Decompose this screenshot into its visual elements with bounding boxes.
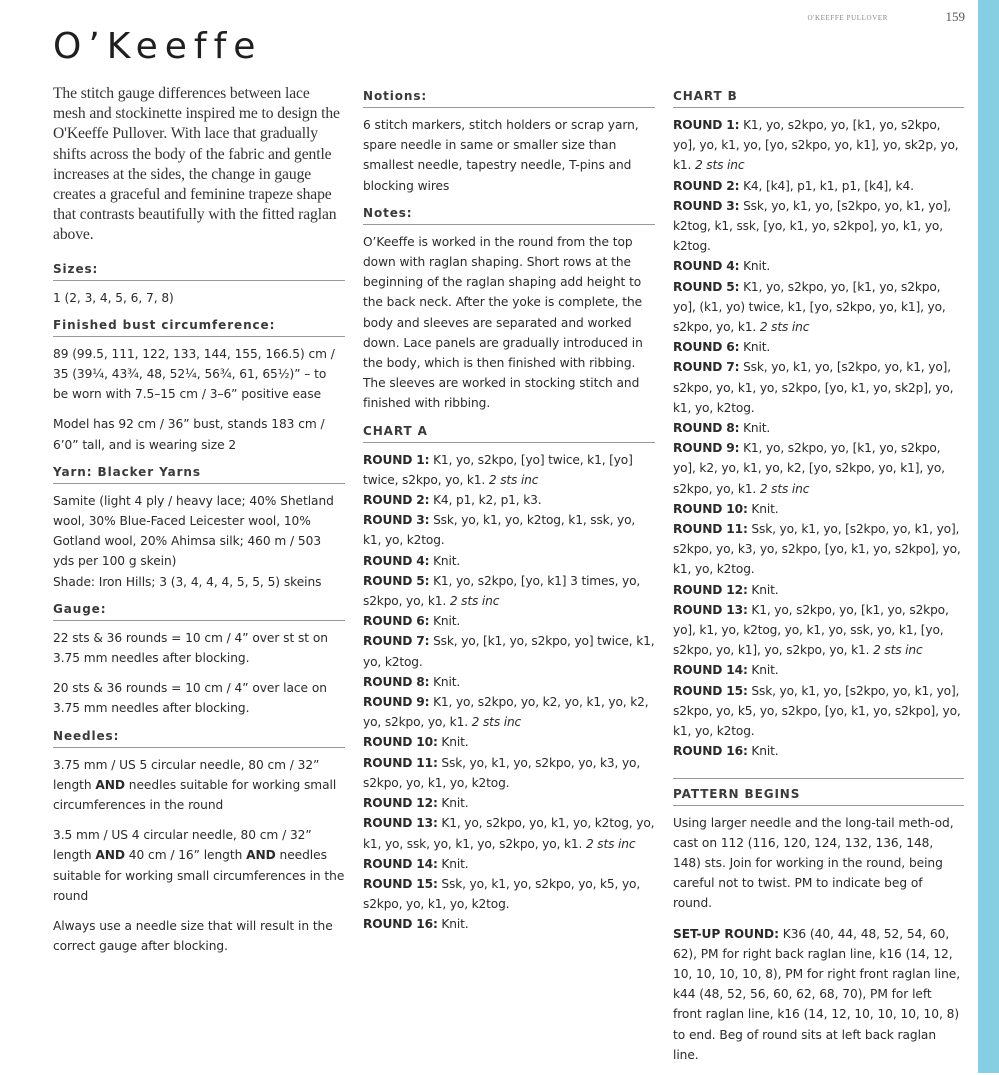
setup-round-text: SET-UP ROUND: K36 (40, 44, 48, 52, 54, 60, 62), PM for right back raglan line, k16 (14, 12, 10, 10, 10, 10, 8), PM for right front raglan line, k44 (48, 52, 56, 60, 62, 68, 70), PM for left front raglan line, k16 (14, 12, 10, 10, 10, 10, 8) to end. Beg of round sits at left back raglan line. <box>673 926 961 1062</box>
pattern-round: ROUND 15: Ssk, yo, k1, yo, s2kpo, yo, k5, yo, s2kpo, yo, k1, yo, k2tog. <box>363 876 641 912</box>
notions-heading: Notions: <box>363 89 655 108</box>
chart-b-rounds <box>673 115 964 762</box>
column-right <box>673 84 964 1075</box>
sizes-heading: Sizes: <box>53 262 345 281</box>
pattern-round: ROUND 9: K1, yo, s2kpo, yo, k2, yo, k1, yo, k2, yo, s2kpo, yo, k1. 2 sts inc <box>363 695 649 730</box>
pattern-round: ROUND 3: Ssk, yo, k1, yo, k2tog, k1, ssk, yo, k1, yo, k2tog. <box>363 513 636 548</box>
notions-text: 6 stitch markers, stitch holders or scrap yarn, spare needle in same or smaller size than smallest needle, tapestry needle, T-pins and blocking wires <box>363 118 639 193</box>
shade-text: Shade: Iron Hills; 3 (3, 4, 4, 4, 5, 5, 5) skeins <box>53 574 322 589</box>
notes-text: O’Keeffe is worked in the round from the top down with raglan shaping. Short rows at the beginning of the raglan shaping add height to the back neck. After the yoke is complete, the body and sleeves are separated and worked down. Lace panels are gradually introduced in the body, which is then finished with ribbing. The sleeves are worked in stocking stitch and finished with ribbing. <box>363 234 643 411</box>
pattern-round: ROUND 9: K1, yo, s2kpo, yo, [k1, yo, s2kpo, yo], k2, yo, k1, yo, k2, [yo, s2kpo, yo, k1], yo, s2kpo, yo, k1. 2 sts inc <box>673 441 945 496</box>
column-middle <box>363 84 655 935</box>
pattern-round: ROUND 8: Knit. <box>673 421 771 436</box>
bust-heading: Finished bust circumference: <box>53 318 345 337</box>
model-text: Model has 92 cm / 36” bust, stands 183 cm / 6’0” tall, and is wearing size 2 <box>53 417 325 452</box>
running-head: O'KEEFFE PULLOVER <box>807 14 888 22</box>
pattern-round: ROUND 16: Knit. <box>673 744 779 759</box>
chart-a-rounds <box>363 450 655 935</box>
sizes-text: 1 (2, 3, 4, 5, 6, 7, 8) <box>53 290 174 305</box>
column-left <box>53 84 345 967</box>
pattern-round: ROUND 2: K4, p1, k2, p1, k3. <box>363 493 542 508</box>
chart-b-heading: CHART B <box>673 89 964 108</box>
page-title: O’Keeffe <box>53 26 263 67</box>
pattern-round: ROUND 4: Knit. <box>363 553 461 568</box>
pattern-round: ROUND 8: Knit. <box>363 674 461 689</box>
gauge-stst-text: 22 sts & 36 rounds = 10 cm / 4” over st st on 3.75 mm needles after blocking. <box>53 630 328 666</box>
pattern-round: ROUND 13: K1, yo, s2kpo, yo, [k1, yo, s2kpo, yo], k1, yo, k2tog, yo, k1, yo, ssk, yo, k1, [yo, s2kpo, yo, k1], yo, s2kpo, yo, k1. 2 sts inc <box>673 602 949 658</box>
pattern-round: ROUND 10: Knit. <box>673 501 779 516</box>
pattern-round: ROUND 14: Knit. <box>363 856 469 871</box>
pattern-round: ROUND 2: K4, [k4], p1, k1, p1, [k4], k4. <box>673 178 914 193</box>
intro-paragraph: The stitch gauge differences between lace mesh and stockinette inspired me to design the O'Keeffe Pullover. With lace that gradually shifts across the body of the fabric and gentle increases at the sides, the change in gauge creates a graceful and feminine trapeze shape that contrasts beautifully with the fitted raglan above. <box>53 85 340 244</box>
pattern-round: ROUND 5: K1, yo, s2kpo, yo, [k1, yo, s2kpo, yo], (k1, yo) twice, k1, [yo, s2kpo, yo, k1], yo, s2kpo, yo, k1. 2 sts inc <box>673 279 946 335</box>
pattern-round: ROUND 1: K1, yo, s2kpo, yo, [k1, yo, s2kpo, yo], yo, k1, yo, [yo, s2kpo, yo, k1], yo, sk2p, yo, k1. 2 sts inc <box>673 118 959 173</box>
needles-heading: Needles: <box>53 729 345 748</box>
pattern-round: ROUND 4: Knit. <box>673 259 771 274</box>
pattern-round: ROUND 10: Knit. <box>363 735 469 750</box>
pattern-round: ROUND 6: Knit. <box>673 340 771 355</box>
pattern-round: ROUND 1: K1, yo, s2kpo, [yo] twice, k1, [yo] twice, s2kpo, yo, k1. 2 sts inc <box>363 452 633 487</box>
pattern-round: ROUND 5: K1, yo, s2kpo, [yo, k1] 3 times, yo, s2kpo, yo, k1. 2 sts inc <box>363 573 641 609</box>
pattern-round: ROUND 14: Knit. <box>673 663 779 678</box>
chart-a-heading: CHART A <box>363 424 655 443</box>
pattern-round: ROUND 13: K1, yo, s2kpo, yo, k1, yo, k2tog, yo, k1, yo, ssk, yo, k1, yo, s2kpo, yo, k1. 2 sts inc <box>363 816 655 851</box>
pattern-begins-heading: PATTERN BEGINS <box>673 778 964 806</box>
pattern-round: ROUND 7: Ssk, yo, [k1, yo, s2kpo, yo] twice, k1, yo, k2tog. <box>363 634 655 669</box>
pattern-round: ROUND 15: Ssk, yo, k1, yo, [s2kpo, yo, k1, yo], s2kpo, yo, k5, yo, s2kpo, [yo, k1, yo, s2kpo], yo, k1, yo, k2tog. <box>673 683 961 739</box>
pattern-round: ROUND 16: Knit. <box>363 917 469 932</box>
needles-text-1: 3.75 mm / US 5 circular needle, 80 cm / 32” length AND needles suitable for working small circumferences in the round <box>53 757 337 813</box>
pattern-round: ROUND 12: Knit. <box>673 582 779 597</box>
page-number: 159 <box>945 9 965 24</box>
pattern-round: ROUND 11: Ssk, yo, k1, yo, [s2kpo, yo, k1, yo], s2kpo, yo, k3, yo, s2kpo, [yo, k1, yo, s2kpo], yo, k1, yo, k2tog. <box>673 522 961 577</box>
notes-heading: Notes: <box>363 206 655 225</box>
side-color-band <box>978 0 999 1073</box>
gauge-lace-text: 20 sts & 36 rounds = 10 cm / 4” over lace on 3.75 mm needles after blocking. <box>53 681 327 716</box>
pattern-begins-text: Using larger needle and the long-tail meth-od, cast on 112 (116, 120, 124, 132, 136, 148, 148) sts. Join for working in the round, being careful not to twist. PM to indicate beg of round. <box>673 815 954 911</box>
gauge-heading: Gauge: <box>53 602 345 621</box>
pattern-round: ROUND 7: Ssk, yo, k1, yo, [s2kpo, yo, k1, yo], s2kpo, yo, k1, yo, s2kpo, [yo, k1, yo, sk2p], yo, k1, yo, k2tog. <box>673 360 954 415</box>
pattern-round: ROUND 12: Knit. <box>363 796 469 811</box>
pattern-round: ROUND 11: Ssk, yo, k1, yo, s2kpo, yo, k3, yo, s2kpo, yo, k1, yo, k2tog. <box>363 755 641 790</box>
yarn-heading: Yarn: Blacker Yarns <box>53 465 345 484</box>
needles-text-2: 3.5 mm / US 4 circular needle, 80 cm / 32” length AND 40 cm / 16” length AND needles suitable for working small circumferences in the round <box>53 828 345 903</box>
pattern-round: ROUND 6: Knit. <box>363 614 461 629</box>
yarn-text: Samite (light 4 ply / heavy lace; 40% Shetland wool, 30% Blue-Faced Leicester wool, 10% Gotland wool, 20% Ahimsa silk; 460 m / 503 yds per 100 g skein) <box>53 493 334 569</box>
needles-note: Always use a needle size that will result in the correct gauge after blocking. <box>53 919 333 954</box>
pattern-round: ROUND 3: Ssk, yo, k1, yo, [s2kpo, yo, k1, yo], k2tog, k1, ssk, [yo, k1, yo, s2kpo], yo, k1, yo, k2tog. <box>673 198 951 254</box>
bust-text: 89 (99.5, 111, 122, 133, 144, 155, 166.5) cm / 35 (39¼, 43¾, 48, 52¼, 56¾, 61, 65½)” – to be worn with 7.5–15 cm / 3–6” positive ease <box>53 346 335 402</box>
